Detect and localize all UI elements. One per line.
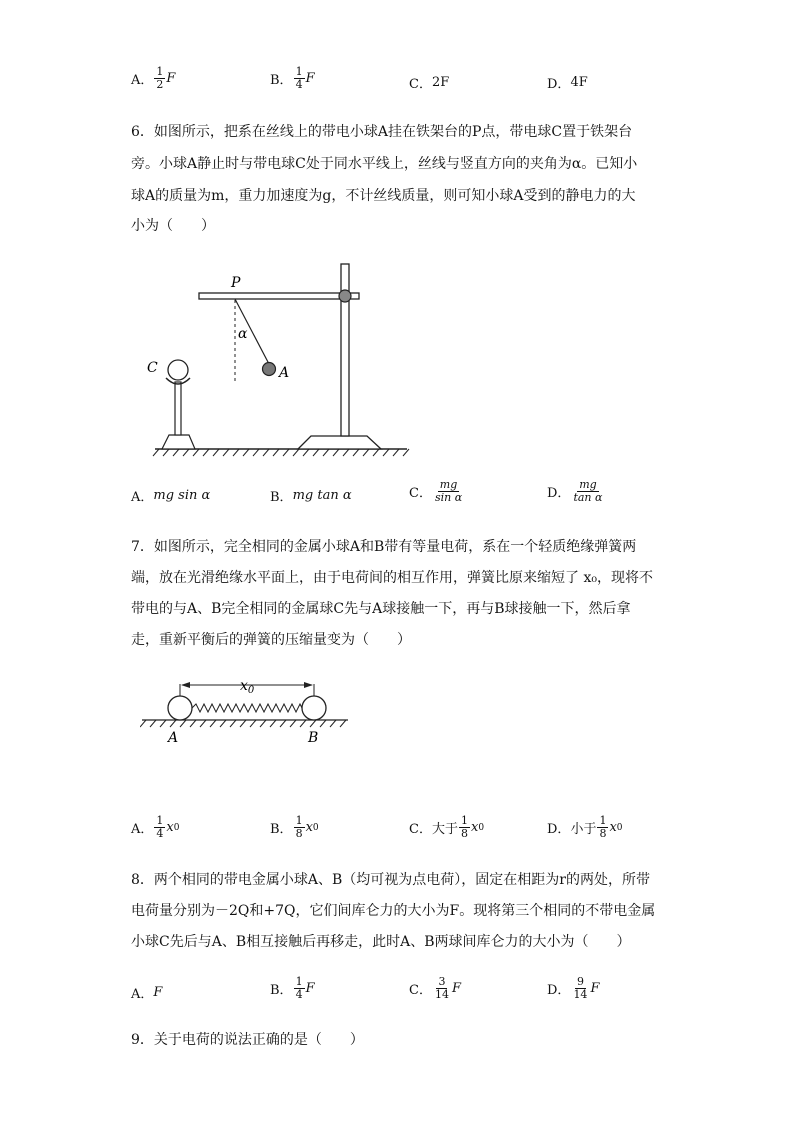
denominator: 14 [434,988,449,1001]
option-letter: D． [547,983,571,998]
fraction [571,976,589,1001]
option-subscript: 0 [312,822,319,833]
option-letter: A． [131,73,154,88]
option-letter: B． [270,822,293,837]
option-subscript: 0 [616,822,623,833]
numerator: mg [439,478,458,491]
q7-stem-line-4: 走，重新平衡后的弹簧的压缩量变为（ ） [131,632,411,648]
q6-figure [145,258,415,458]
q6-stem-line-3: 球A的质量为m，重力加速度为g，不计丝线质量，则可知小球A受到的静电力的大 [131,188,636,204]
q5-option-d [547,73,588,92]
spring [192,704,302,712]
stand-base [298,436,381,449]
option-letter: D． [547,77,571,92]
option-text: mg tan α [292,488,352,503]
numerator: 1 [156,65,164,78]
numerator: 1 [295,814,303,827]
numerator: 1 [599,814,607,827]
option-letter: D． [547,486,571,501]
q7-stem-line-1: 7．如图所示，完全相同的金属小球A和B带有等量电荷，系在一个轻质绝缘弹簧两 [131,539,637,555]
denominator: 4 [156,827,164,840]
fraction [154,815,165,840]
denominator: 8 [460,827,468,840]
numerator: 1 [295,65,303,78]
option-prefix: 大于 [431,822,458,837]
q7-stem-line-3: 带电的与A、B完全相同的金属球C先与A球接触一下，再与B球接触一下，然后拿 [131,601,631,617]
dim-arrow-right [304,682,313,688]
denominator: 8 [599,827,607,840]
q8-option-c [409,976,461,1001]
label-b: B [308,730,319,746]
label-alpha: α [238,326,248,342]
q6-stem-line-2: 旁。小球A静止时与带电球C处于同水平线上，丝线与竖直方向的夹角为α。已知小 [131,156,638,172]
fraction [154,66,165,91]
numerator: mg [579,478,597,491]
option-subscript: 0 [478,822,485,833]
option-tail: F [166,71,176,86]
q5-option-b [270,66,315,91]
option-text: 4F [570,75,588,90]
fraction [294,815,305,840]
option-letter: B． [270,490,293,505]
fraction [294,66,305,91]
label-x0-sub: 0 [247,685,255,696]
ground-hatch [153,449,409,456]
label-x0 [240,678,255,696]
fraction [294,976,305,1001]
fraction [571,479,604,504]
fraction [433,479,464,504]
label-a: A [168,730,179,746]
option-tail: F [451,981,461,996]
option-letter: B． [270,983,293,998]
option-letter: B． [270,73,293,88]
c-stand-base [162,435,195,449]
q8-option-a [131,983,162,1002]
label-p: P [231,275,241,291]
fraction [597,815,608,840]
numerator: 1 [295,975,303,988]
numerator: 1 [460,814,468,827]
denominator: 4 [295,78,303,91]
q8-option-b [270,976,315,1001]
numerator: 3 [438,975,446,988]
clamp-knob [339,290,351,302]
numerator: 9 [576,975,584,988]
option-letter: C． [409,486,432,501]
q7-option-d [547,815,623,840]
denominator: 8 [295,827,303,840]
q5-option-c [409,73,449,92]
q8-stem-line-1: 8．两个相同的带电金属小球A、B（均可视为点电荷），固定在相距为r的两处，所带 [131,872,650,888]
stand-arm [199,293,359,299]
ball-a [168,696,192,720]
denominator: 4 [295,988,303,1001]
label-x0-base: x [240,678,248,694]
q7-option-c [409,815,484,840]
option-tail: F [305,981,315,996]
fraction [433,976,451,1001]
q7-option-b [270,815,319,840]
option-subscript: 0 [173,822,180,833]
option-tail: F [305,71,315,86]
q7-option-a [131,815,179,840]
floor-hatch [140,720,346,727]
ball-b [302,696,326,720]
option-letter: A． [131,490,154,505]
option-tail: F [590,981,600,996]
option-letter: C． [409,77,432,92]
option-text: 2F [431,75,450,90]
fraction [459,815,470,840]
q7-figure [140,670,360,750]
ball-c [168,360,188,380]
q7-stem-line-2: 端，放在光滑绝缘水平面上，由于电荷间的相互作用，弹簧比原来缩短了 x₀，现将不 [131,570,653,586]
option-tail: x [166,820,174,835]
option-letter: C． [409,983,432,998]
q8-option-d [547,976,599,1001]
denominator: 2 [156,78,164,91]
q6-option-c [409,479,465,504]
option-letter: C． [409,822,432,837]
label-c: C [147,360,158,376]
numerator: 1 [156,814,164,827]
option-letter: D． [547,822,571,837]
q8-stem-line-2: 电荷量分别为－2Q和+7Q，它们间库仑力的大小为F。现将第三个相同的不带电金属 [131,903,656,919]
q6-option-b [270,486,352,505]
ball-a [263,363,276,376]
option-text: mg sin α [153,488,211,503]
option-tail: x [609,820,617,835]
q6-option-d [547,479,605,504]
q6-stem-line-1: 6．如图所示，把系在丝线上的带电小球A挂在铁架台的P点，带电球C置于铁架台 [131,124,633,140]
option-prefix: 小于 [570,822,597,837]
option-tail: x [470,820,479,835]
dim-arrow-left [181,682,190,688]
option-letter: A． [131,987,154,1002]
option-tail: x [305,820,313,835]
q5-option-a [131,66,175,91]
denominator: tan α [573,491,603,504]
q9-stem-line-1: 9．关于电荷的说法正确的是（ ） [131,1032,364,1048]
denominator: 14 [573,988,588,1001]
c-stand-rod [175,382,181,435]
denominator: sin α [434,491,463,504]
option-text: F [153,985,163,1000]
option-letter: A． [131,822,154,837]
q6-option-a [131,486,210,505]
q8-stem-line-3: 小球C先后与A、B相互接触后再移走，此时A、B两球间库仑力的大小为（ ） [131,934,631,950]
q6-stem-line-4: 小为（ ） [131,218,215,234]
label-a: A [279,365,290,381]
